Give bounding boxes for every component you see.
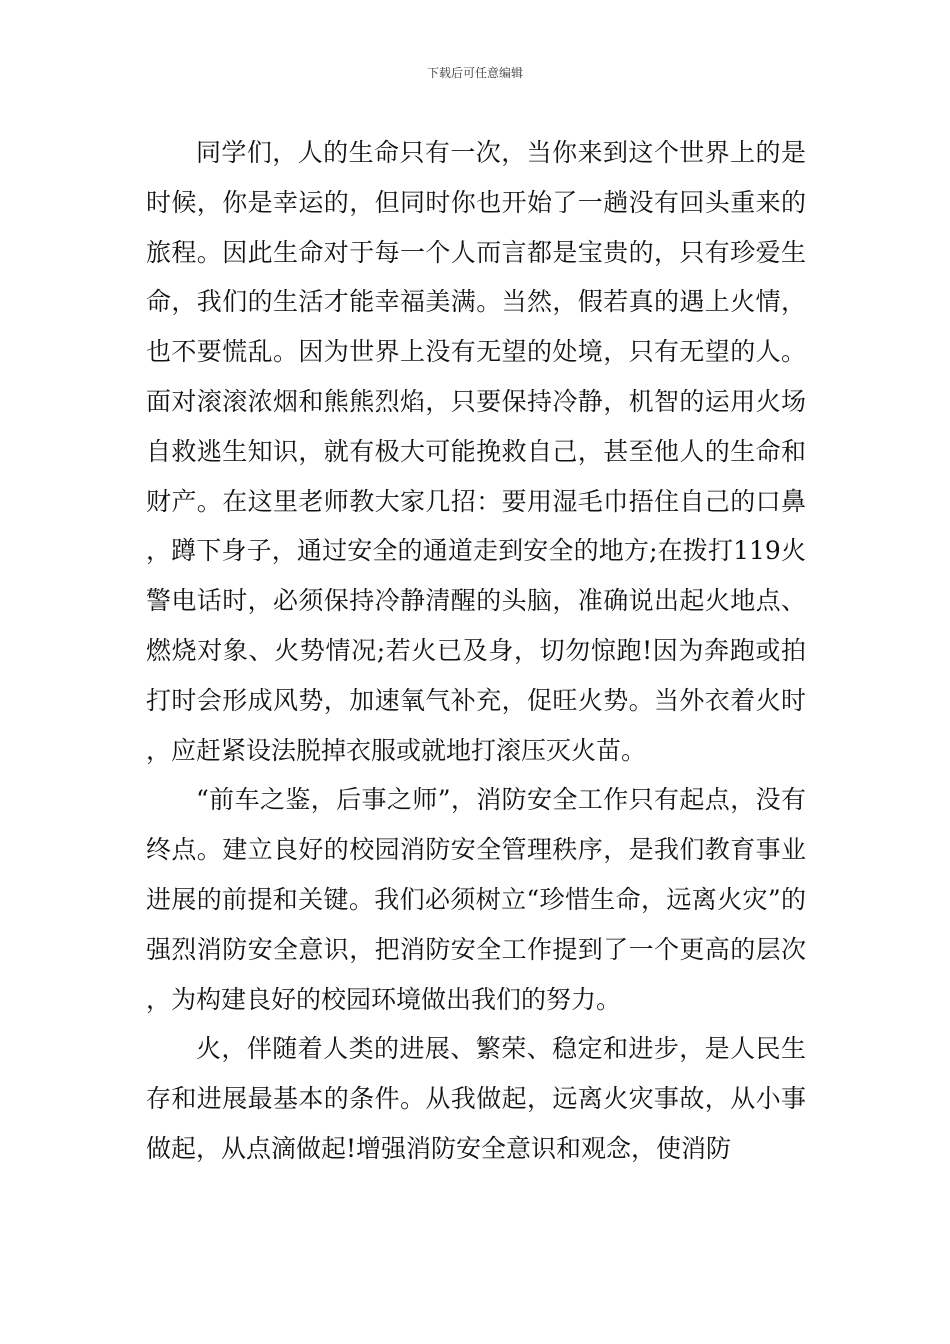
paragraph-fire-escape: 同学们，人的生命只有一次，当你来到这个世界上的是时候，你是幸运的，但同时你也开始了一趟没有回头重来的旅程。因此生命对于每一个人而言都是宝贵的，只有珍爱生命，我们的生活才能幸福美满。当然，假若真的遇上火情，也不要慌乱。因为世界上没有无望的处境，只有无望的人。面对滚滚浓烟和熊熊烈焰，只要保持冷静，机智的运用火场自救逃生知识，就有极大可能挽救自己，甚至他人的生命和财产。在这里老师教大家几招：要用湿毛巾捂住自己的口鼻，蹲下身子，通过安全的通道走到安全的地方;在拨打119火警电话时，必须保持冷静清醒的头脑，准确说出起火地点、燃烧对象、火势情况;若火已及身，切勿惊跑!因为奔跑或拍打时会形成风势，加速氧气补充，促旺火势。当外衣着火时，应赶紧设法脱掉衣服或就地打滚压灭火苗。 (146, 138, 806, 765)
paragraph-fire-and-humanity: 火，伴随着人类的进展、繁荣、稳定和进步，是人民生存和进展最基本的条件。从我做起，远离火灾事故，从小事做起，从点滴做起!增强消防安全意识和观念，使消防 (146, 1034, 806, 1163)
page-header: 下载后可任意编辑 (426, 66, 523, 80)
paragraph-lessons: “前车之鉴，后事之师”，消防安全工作只有起点，没有终点。建立良好的校园消防安全管理秩序，是我们教育事业进展的前提和关键。我们必须树立“珍惜生命，远离火灾”的强烈消防安全意识，把消防安全工作提到了一个更高的层次，为构建良好的校园环境做出我们的努力。 (146, 785, 806, 1014)
document-body (146, 128, 806, 1174)
